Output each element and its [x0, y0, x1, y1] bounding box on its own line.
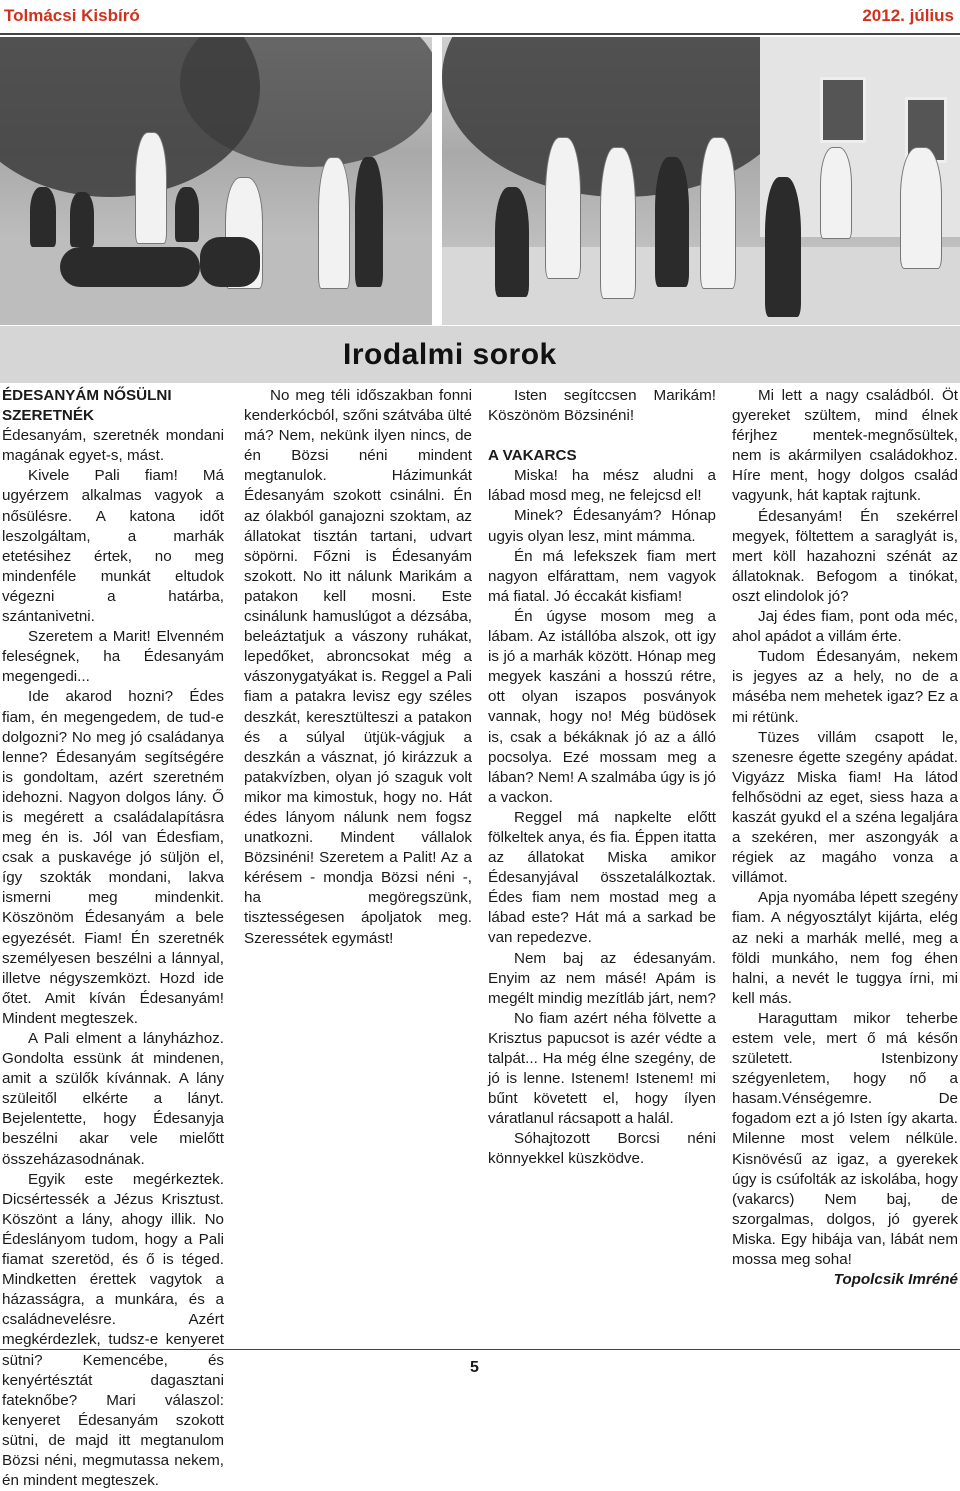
article-paragraph: Haraguttam mikor teherbe estem vele, mert ő má későn született. Istenbizony szégyenletem, hogy nő a hasam.Vénségemre. De fogadom ezt a jó Isten így akarta. Milenne most velem nélküle. Kisnövésű az igaz, a gyerekek úgy is csúfolták az iskolába, hogy (vakarcs) Nem baj, de szorgalmas, dolgos, jó gyerek Miska. Egy hibája van, lábát nem mossa meg soha! — [732, 1009, 958, 1269]
article-paragraph: Egyik este megérkeztek. Dicsértessék a Jézus Krisztust. Köszönt a lány, ahogy illik. No Édeslányom tudom, hogy a Pali fiamat szeretöd, és ő is téged. Mindketten érettek vagytok a házasságra, a munkára, és a családnevelésre. Azért megkérdezlek, tudsz-e kenyeret sütni? Kemencébe, és kenyértésztát dagasztani fateknőbe? Mari válaszol: kenyeret Édesanyám szokott sütni, de majd itt megtanulom Bözsi néni, megmutassa nekem, én mindent megteszek. — [2, 1170, 224, 1490]
page-header — [0, 0, 960, 36]
publication-name: Tolmácsi Kisbíró — [4, 6, 140, 25]
child-figure — [765, 177, 801, 317]
article-paragraph: Édesanyám, szeretnék mondani magának egyet-s, mást. — [2, 427, 224, 465]
section-title: Irodalmi sorok — [343, 338, 557, 371]
article-paragraph: Ide akarod hozni? Édes fiam, én megengedem, de tud-e dolgozni? No meg jó családanya lenne? Édesanyám segítségére is gondoltam, azért szeretném idehozni. Nagyon dolgos lány. Ő is megérett a családalapításra meg én is. Jól van Édesfiam, csak a puskavége jó süljön el, így szokták mondani, lakva ismerni meg mindenkit. Köszönöm Édesanyám a bele egyezését. Fiam! Én szeretnék személyesen beszélni a lánnyal, illetve négyszemközt. Hozd ide őtet. Amit kíván Édesanyám! Mindent megteszek. — [2, 688, 224, 1027]
article-paragraph: Nem baj az édesanyám. Enyim az nem másé! Apám is megélt mindig mezítláb járt, nem? — [488, 949, 716, 1007]
article-paragraph: No meg téli időszakban fonni kenderkócból, szőni szátvába ülté má? Nem, nekünk ilyen nincs, de én Bözsi néni mindent megtanulok. Házimunkát Édesanyám szokott csinálni. Én az ólakból ganajozni szoktam, az állatokat tisztán tartani, udvart söpörni. Főzni is Édesanyám szokott. No itt nálunk Marikám a patakon kell mosni. Este csinálunk hamuslúgot a dézsába, beleáztatjuk a vászony ruhákat, lepedőket, abroncsokat még a vászonygatyákat is. Reggel a Pali fiam a patakra levisz egy széles deszkát, keresztülteszi a patakon és a súlyal ütjük-vágjuk a deszkán a vásznat, jó kirázzuk a patakvízben, olyan jó szaguk volt mikor ma kimostuk, hogy no. Hát édes lányom nálunk nem fogsz unatkozni. Mindent vállalok Bözsinéni! Szeretem a Palit! Az a kérésem - mondja Bözsi néni -, ha megöregszünk, tisztességesen ápoljatok meg. Szeressétek egymást! — [244, 387, 472, 947]
article-paragraph: Jaj édes fiam, pont oda méc, ahol apádot a villám érte. — [732, 608, 958, 646]
child-figure — [495, 187, 529, 297]
article-paragraph: Miska! ha mész aludni a lábad mosd meg, ne felejcsd el! — [488, 467, 716, 505]
article-paragraph: Apja nyomába lépett szegény fiam. A négyosztályt kijárta, elég az neki a marhák mellé, meg a földi munkáho, nem fog éhen halni, a nevét le tuggya írni, mi kell más. — [732, 889, 958, 1007]
article-paragraph: Reggel má napkelte előtt fölkeltek anya, és fia. Éppen itatta az állatokat Miska amikor Édesanyjával összetalálkoztak. Édes fiam nem mostad meg a lábad este? Hát má a sarkad be van repedezve. — [488, 808, 716, 947]
article-paragraph: A Pali elment a lányházhoz. Gondolta essünk át mindenen, amit a szülők kívánnak. A lány szüleitől elkérte a lányt. Bejelentette, hogy Édesanyja beszélni akar vele mielőtt összeházasodnának. — [2, 1030, 224, 1168]
article-paragraph: Én má lefekszek fiam mert nagyon elfárattam, nem vagyok má fiatal. Jó éccakát kisfiam! — [488, 547, 716, 605]
text-column-2 — [244, 386, 472, 949]
article-paragraph: Szeretem a Marit! Elvenném feleségnek, ha Édesanyám megengedi... — [2, 628, 224, 686]
lying-children — [60, 247, 200, 287]
article-title: A VAKARCS — [488, 447, 577, 465]
photo-children-performance — [0, 37, 960, 325]
adult-figure — [135, 132, 167, 244]
article-paragraph: Édesanyám! Én szekérrel megyek, föltettem a saraglyát is, mert köll hazahozni szénát az állatoknak. Befogom a tinókat, oszt elindolok jó? — [732, 507, 958, 605]
article-paragraph: Isten segítccsen Marikám! Köszönöm Bözsinéni! — [488, 387, 716, 425]
child-figure — [600, 147, 636, 299]
article-paragraph: Kivele Pali fiam! Má ugyérzem alkalmas vagyok a nősülésre. A katona időt leszolgáltam, a marhák etetésihez értek, no meg mindenféle munkát eltudok végezni a határba, szántanivetni. — [2, 467, 224, 626]
page-number: 5 — [470, 1359, 479, 1376]
author-signature: Topolcsik Imréné — [833, 1271, 958, 1289]
article-paragraph: Sóhajtozott Borcsi néni könnyekkel küszködve. — [488, 1130, 716, 1168]
text-column-3 — [488, 386, 716, 1170]
text-column-4 — [732, 386, 958, 1290]
photo-separator — [432, 37, 442, 325]
child-figure — [70, 192, 94, 247]
article-paragraph: Én úgyse mosom meg a lábam. Az istállóba alszok, ott igy is jó a marhák között. Hónap meg megyek kaszáni a hosszú rétre, ott olyan iszapos posványok vannak, hogy no! Még büdösek is, csak a békáknak jó az a álló pocsolya. Ezé mossam meg a lában? Nem! A szalmába úgy is jó a vackon. — [488, 607, 716, 806]
child-figure — [318, 157, 350, 289]
article-title: ÉDESANYÁM NŐSÜLNI SZERETNÉK — [2, 387, 172, 425]
lying-children — [200, 237, 260, 287]
article-paragraph: Tudom Édesanyám, nekem is jegyes az a hely, no de a máséba nem mehetek igaz? Ez a mi rétünk. — [732, 648, 958, 726]
article-paragraph: Minek? Édesanyám? Hónap ugyis olyan lesz, mint mámma. — [488, 507, 716, 545]
adult-figure — [900, 147, 942, 269]
article-paragraph: No fiam azért néha fölvette a Krisztus papucsot is azér védte a talpát... Ha még élne szegény, de jó is lenne. Istenem! Istenem! mi bűnt követett el, hogy ílyen váratlanul rácsapott a halál. — [488, 1009, 716, 1128]
adult-figure — [820, 147, 852, 239]
building-window — [820, 77, 866, 143]
footer-divider — [0, 1349, 960, 1350]
child-figure — [30, 187, 56, 247]
child-figure — [545, 137, 581, 279]
header-divider — [0, 33, 960, 35]
child-figure — [655, 157, 689, 287]
article-paragraph: Tüzes villám csapott le, szenesre égette szegény apádat. Vigyázz Miska fiam! Ha látod felhősödni az eget, siess haza a kaszát gyukd el a széna legaljára a szekéren, mer aszongyák a régiek az magáho vonza a villámot. — [732, 728, 958, 887]
text-column-1 — [2, 386, 224, 1491]
article-paragraph: Mi lett a nagy családból. Öt gyereket szültem, mind élnek férjhez mentek-megnősültek, nem is akármilyen családokhoz. Híre ment, hogy dolgos család vagyunk, hát kaptak rajtunk. — [732, 387, 958, 505]
issue-date: 2012. július — [862, 6, 954, 25]
child-figure — [175, 187, 199, 242]
child-figure — [355, 157, 383, 287]
child-figure — [700, 137, 736, 289]
